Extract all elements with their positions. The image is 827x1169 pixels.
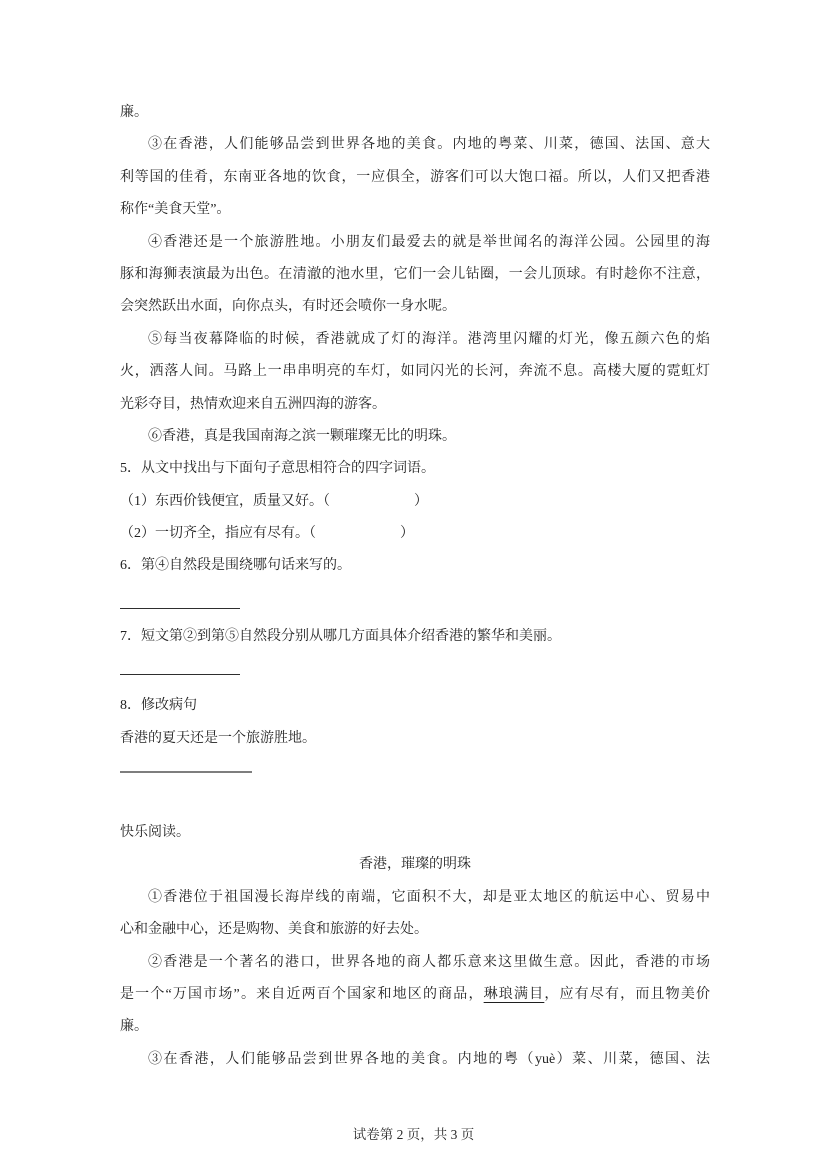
question-5: 5．从文中找出与下面句子意思相符合的四字词语。 — [120, 461, 435, 477]
passage1-line: ④香港还是一个旅游胜地。小朋友们最爱去的就是举世闻名的海洋公园。公园里的海 — [148, 234, 710, 250]
passage2-text-segment: 是一个“万国市场”。来自近两百个国家和地区的商品， — [120, 986, 484, 1002]
underlined-phrase: 琳琅满目 — [483, 986, 545, 1002]
passage1-line: 会突然跃出水面，向你点头，有时还会喷你一身水呢。 — [120, 299, 456, 315]
answer-blank-line — [120, 674, 240, 675]
passage1-line: 豚和海狮表演最为出色。在清澈的池水里，它们一会儿钻圈，一会儿顶球。有时趁你不注意， — [120, 266, 710, 282]
section-heading: 快乐阅读。 — [120, 825, 190, 841]
passage2-line: ③在香港，人们能够品尝到世界各地的美食。内地的粤（yuè）菜、川菜，德国、法 — [148, 1051, 710, 1067]
passage1-line: ⑥香港，真是我国南海之滨一颗璀璨无比的明珠。 — [148, 428, 456, 444]
answer-blank-line — [120, 771, 252, 773]
passage1-line: 廉。 — [120, 105, 148, 120]
question-8: 8．修改病句 — [120, 698, 197, 714]
passage2-line: ②香港是一个著名的港口，世界各地的商人都乐意来这里做生意。因此，香港的市场 — [148, 954, 710, 970]
passage1-line: ⑤每当夜幕降临的时候，香港就成了灯的海洋。港湾里闪耀的灯光，像五颜六色的焰 — [148, 331, 710, 347]
passage1-line: 称作“美食天堂”。 — [120, 202, 231, 218]
passage2-line: 心和金融中心，还是购物、美食和旅游的好去处。 — [120, 922, 428, 938]
passage2-text-segment: ，应有尽有，而且物美价 — [544, 986, 710, 1002]
question-5-item-1: （1）东西价钱便宜，质量又好。（ ） — [120, 493, 428, 509]
page-number-footer: 试卷第 2 页，共 3 页 — [352, 1127, 475, 1142]
question-7: 7．短文第②到第⑤自然段分别从哪几方面具体介绍香港的繁华和美丽。 — [120, 628, 561, 644]
question-6: 6．第④自然段是围绕哪句话来写的。 — [120, 558, 351, 574]
question-8-sentence: 香港的夏天还是一个旅游胜地。 — [120, 730, 316, 746]
question-5-item-2: （2）一切齐全，指应有尽有。（ ） — [120, 526, 414, 542]
passage1-line: 利等国的佳肴，东南亚各地的饮食，一应俱全，游客们可以大饱口福。所以，人们又把香港 — [120, 169, 710, 185]
passage1-line: 光彩夺目，热情欢迎来自五洲四海的游客。 — [120, 396, 386, 412]
passage1-line: 火，洒落人间。马路上一串串明亮的车灯，如同闪光的长河，奔流不息。高楼大厦的霓虹灯 — [120, 364, 710, 380]
passage2-line — [120, 979, 710, 1011]
answer-blank-line — [120, 608, 240, 609]
passage2-line: ①香港位于祖国漫长海岸线的南端，它面积不大，却是亚太地区的航运中心、贸易中 — [148, 889, 710, 905]
passage2-title: 香港，璀璨的明珠 — [359, 857, 471, 873]
passage1-line: ③在香港，人们能够品尝到世界各地的美食。内地的粤菜、川菜，德国、法国、意大 — [148, 137, 710, 153]
passage2-line: 廉。 — [120, 1019, 148, 1035]
